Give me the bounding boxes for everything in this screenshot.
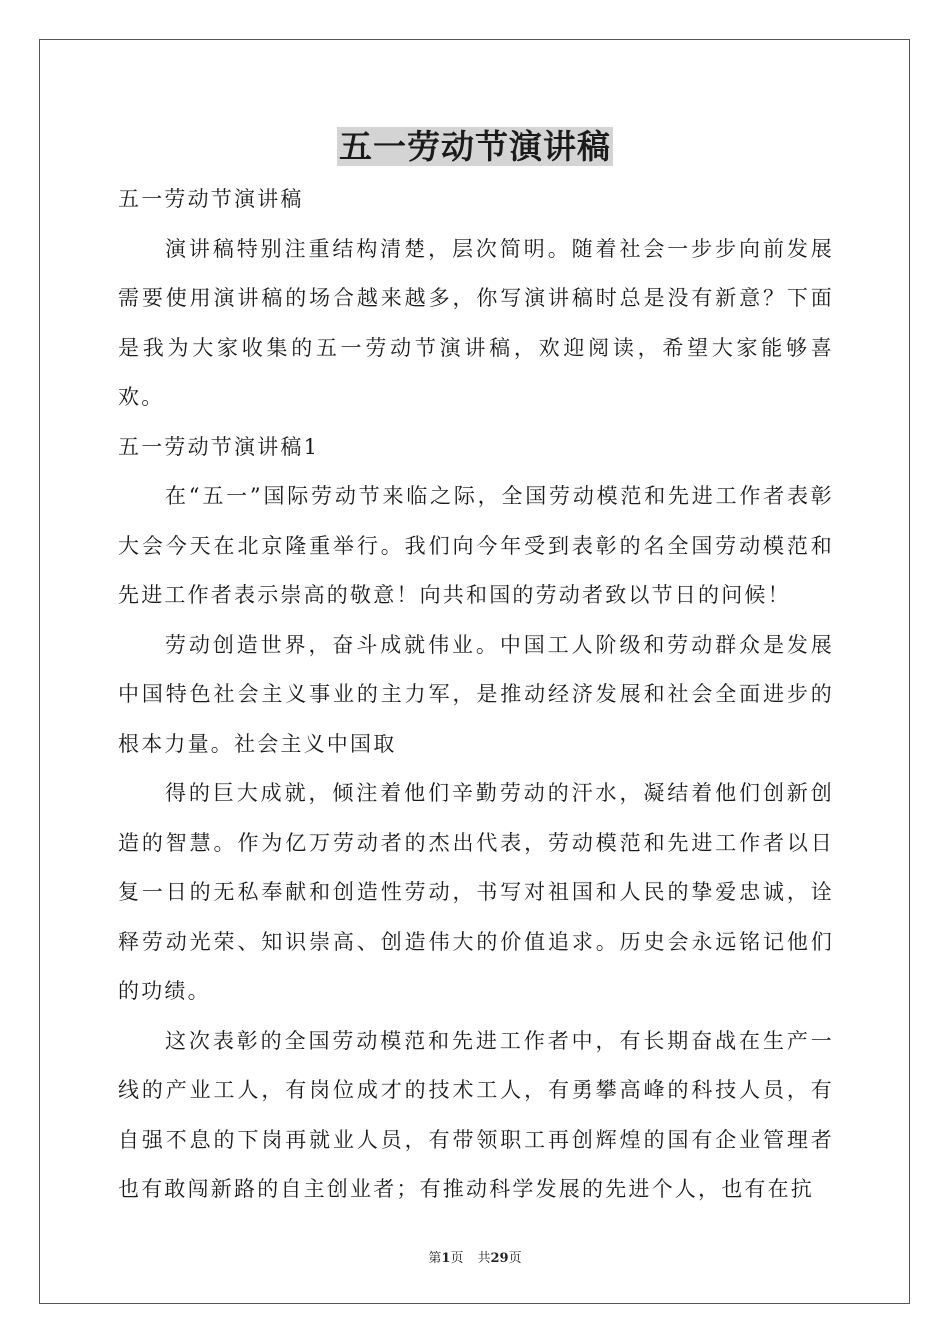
paragraph: 劳动创造世界，奋斗成就伟业。中国工人阶级和劳动群众是发展中国特色社会主义事业的主力军，是推动经济发展和社会全面进步的根本力量。社会主义中国取 <box>118 632 834 756</box>
document-title <box>0 125 950 169</box>
page-current: 1 <box>441 1251 451 1266</box>
paragraph: 五一劳动节演讲稿1 <box>118 434 320 459</box>
page-total: 29 <box>490 1251 509 1266</box>
document-title-text: 五一劳动节演讲稿 <box>339 127 611 166</box>
page-footer <box>0 1247 950 1266</box>
total-prefix: 共 <box>477 1251 491 1266</box>
paragraph: 得的巨大成就，倾注着他们辛勤劳动的汗水，凝结着他们创新创造的智慧。作为亿万劳动者的杰出代表，劳动模范和先进工作者以日复一日的无私奉献和创造性劳动，书写对祖国和人民的挚爱忠诚，诠释劳动光荣、知识崇高、创造伟大的价值追求。历史会永远铭记他们的功绩。 <box>118 781 834 1003</box>
total-unit: 页 <box>508 1251 522 1266</box>
paragraph: 这次表彰的全国劳动模范和先进工作者中，有长期奋战在生产一线的产业工人，有岗位成才的技术工人，有勇攀高峰的科技人员，有自强不息的下岗再就业人员，有带领职工再创辉煌的国有企业管理者也有敢闯新路的自主创业者；有推动科学发展的先进个人，也有在抗 <box>118 1028 834 1201</box>
document-body <box>118 175 834 1215</box>
paragraph: 在“五一”国际劳动节来临之际，全国劳动模范和先进工作者表彰大会今天在北京隆重举行。我们向今年受到表彰的名全国劳动模范和先进工作者表示崇高的敬意！向共和国的劳动者致以节日的问候！ <box>118 484 834 607</box>
paragraph: 演讲稿特别注重结构清楚，层次简明。随着社会一步步向前发展需要使用演讲稿的场合越来越多，你写演讲稿时总是没有新意？下面是我为大家收集的五一劳动节演讲稿，欢迎阅读，希望大家能够喜欢。 <box>118 236 834 409</box>
paragraph: 五一劳动节演讲稿 <box>118 187 304 211</box>
page-unit: 页 <box>450 1251 464 1266</box>
page-prefix: 第 <box>428 1251 442 1266</box>
